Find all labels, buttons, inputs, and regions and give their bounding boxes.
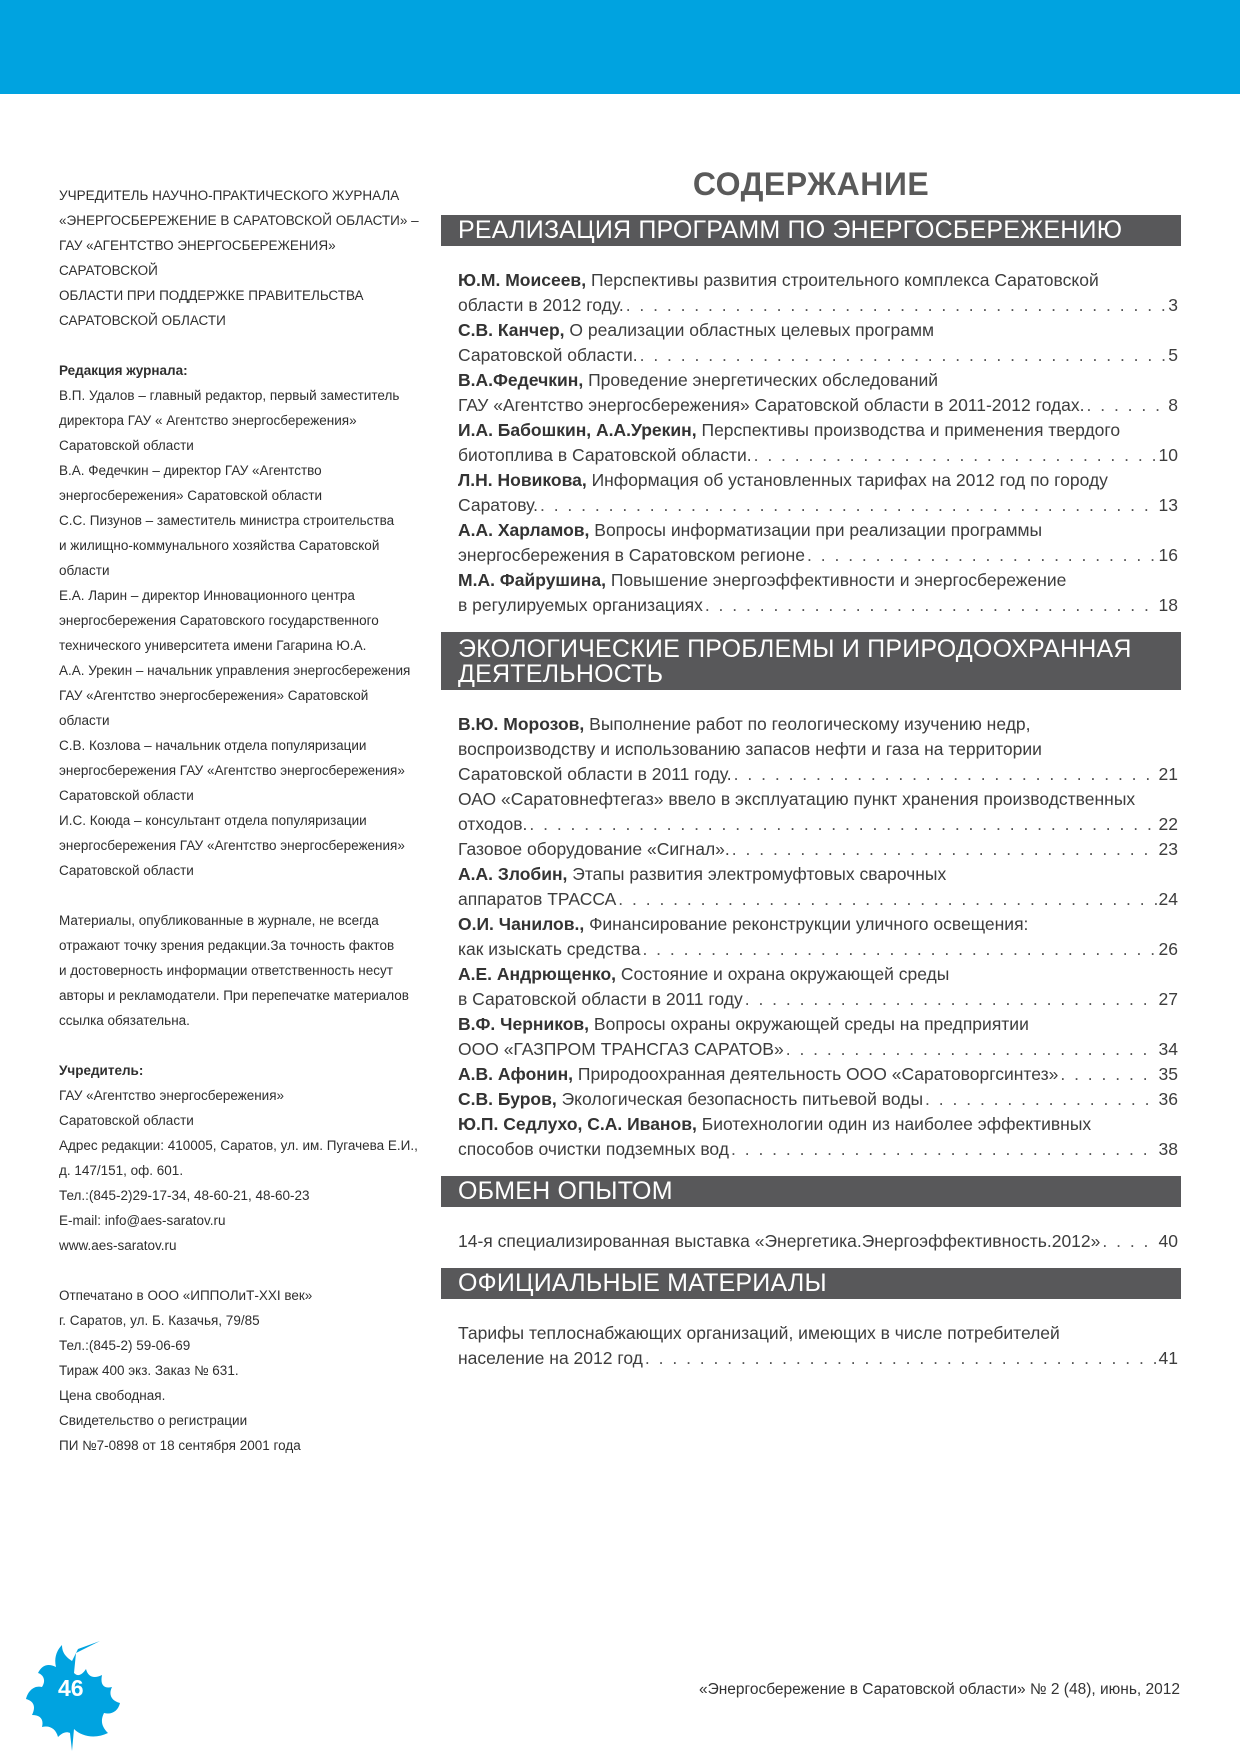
founder-line: www.aes-saratov.ru (59, 1238, 177, 1253)
toc-entry-page: 3 (1168, 295, 1178, 315)
toc-entry-page: 38 (1158, 1139, 1178, 1159)
toc-entry-text: ОАО «Саратовнефтегаз» ввело в эксплуатацию пункт хранения производственных (458, 789, 1136, 809)
editorial-line: Саратовской области (59, 438, 194, 453)
toc-entry-page: 22 (1158, 814, 1178, 834)
toc-entry-author: В.А.Федечкин, (458, 370, 584, 390)
toc-entry-line (458, 368, 1178, 393)
toc-entry-line (458, 712, 1178, 737)
top-color-bar (0, 0, 1240, 94)
toc-entry-last-line (458, 837, 1178, 862)
toc-entry-text: ООО «ГАЗПРОМ ТРАНСГАЗ САРАТОВ» (458, 1039, 784, 1059)
disclaimer-line: Материалы, опубликованные в журнале, не всегда (59, 913, 379, 928)
toc-entry-page: 36 (1158, 1089, 1178, 1109)
disclaimer-block (59, 908, 429, 1033)
toc-entry-last-line (458, 543, 1178, 568)
toc-entry-last-line (458, 1346, 1178, 1371)
print-line: Тираж 400 экз. Заказ № 631. (59, 1363, 239, 1378)
disclaimer-line: ссылка обязательна. (59, 1013, 190, 1028)
founder-block (59, 1058, 429, 1258)
toc-entry-line (458, 418, 1178, 443)
editorial-line: В.П. Удалов – главный редактор, первый заместитель (59, 388, 400, 403)
toc-entry-last-line (458, 1037, 1178, 1062)
section-heading: ОБМЕН ОПЫТОМ (441, 1176, 1181, 1207)
editorial-heading: Редакция журнала: (59, 363, 188, 378)
dot-leader (626, 293, 1167, 318)
publisher-line: ОБЛАСТИ ПРИ ПОДДЕРЖКЕ ПРАВИТЕЛЬСТВА (59, 288, 364, 303)
toc-entry-text: аппаратов ТРАССА (458, 889, 617, 909)
founder-line: Тел.:(845-2)29-17-34, 48-60-21, 48-60-23 (59, 1188, 310, 1203)
toc-entry-last-line (458, 1137, 1178, 1162)
print-line: Свидетельство о регистрации (59, 1413, 248, 1428)
section-heading (441, 632, 1181, 690)
dot-leader (645, 1346, 1157, 1371)
toc-entry-page: 16 (1158, 545, 1178, 565)
toc-entry-text: воспроизводству и использованию запасов нефти и газа на территории (458, 739, 1042, 759)
toc-entry-text: Саратовской области. (458, 345, 638, 365)
toc-entry-line (458, 268, 1178, 293)
toc-entry-text: области в 2012 году. (458, 295, 624, 315)
toc-entry-line (458, 1112, 1178, 1137)
dot-leader (1060, 1062, 1156, 1087)
toc-entry-last-line (458, 293, 1178, 318)
toc-entry-last-line (458, 987, 1178, 1012)
editorial-line: и жилищно-коммунального хозяйства Саратовской (59, 538, 380, 553)
toc-entry-last-line (458, 493, 1178, 518)
toc-entry-author: Ю.П. Седлухо, С.А. Иванов, (458, 1114, 697, 1134)
toc-entry-author: О.И. Чанилов., (458, 914, 585, 934)
toc-entry[interactable] (458, 1087, 1178, 1112)
toc-entry-text: Повышение энергоэффективности и энергосбережение (610, 570, 1067, 590)
editorial-line: энергосбережения Саратовского государственного (59, 613, 379, 628)
disclaimer-line: и достоверность информации ответственность несут (59, 963, 393, 978)
toc-entry-page: 13 (1158, 495, 1178, 515)
toc-entry[interactable] (458, 318, 1178, 368)
toc-entry-text: в Саратовской области в 2011 году (458, 989, 743, 1009)
toc-entry[interactable] (458, 518, 1178, 568)
publisher-block (59, 183, 429, 333)
dot-leader (786, 1037, 1157, 1062)
disclaimer-line: авторы и рекламодатели. При перепечатке материалов (59, 988, 409, 1003)
dot-leader (807, 543, 1157, 568)
toc-entry-text: Финансирование реконструкции уличного освещения: (589, 914, 1029, 934)
toc-entry[interactable] (458, 837, 1178, 862)
toc-entry-author: А.Е. Андрющенко, (458, 964, 616, 984)
toc-entry-line (458, 862, 1178, 887)
toc-entry-last-line (458, 887, 1178, 912)
toc-entry-author: А.А. Харламов, (458, 520, 590, 540)
toc-entry-page: 18 (1158, 595, 1178, 615)
toc-entry-line (458, 318, 1178, 343)
toc-entry-text: Саратову. (458, 495, 538, 515)
toc-entry-text: как изыскать средства (458, 939, 641, 959)
editorial-line: энергосбережения ГАУ «Агентство энергосбережения» (59, 838, 405, 853)
section-heading: РЕАЛИЗАЦИЯ ПРОГРАММ ПО ЭНЕРГОСБЕРЕЖЕНИЮ (441, 215, 1181, 246)
toc-entry[interactable] (458, 1229, 1178, 1254)
toc-entry[interactable] (458, 468, 1178, 518)
toc-entry-page: 34 (1158, 1039, 1178, 1059)
toc-entry-text: Вопросы охраны окружающей среды на предприятии (593, 1014, 1029, 1034)
toc-entry-page: 8 (1168, 395, 1178, 415)
toc-entry-text: Саратовской области в 2011 году. (458, 764, 732, 784)
toc-entry-text: Информация об установленных тарифах на 2012 год по городу (591, 470, 1108, 490)
toc-entry-line (458, 568, 1178, 593)
page-footer: «Энергосбережение в Саратовской области» № 2 (48), июнь, 2012 (698, 1681, 1180, 1698)
toc-entry-line (458, 912, 1178, 937)
toc-entry-line (458, 468, 1178, 493)
toc-entry-line (458, 518, 1178, 543)
editorial-line: директора ГАУ « Агентство энергосбережения» (59, 413, 357, 428)
toc-entry-last-line (458, 343, 1178, 368)
founder-heading: Учредитель: (59, 1063, 144, 1078)
toc-entry-text: в регулируемых организациях (458, 595, 703, 615)
toc-entry[interactable] (458, 1012, 1178, 1062)
section-heading-line: ЭКОЛОГИЧЕСКИЕ ПРОБЛЕМЫ И ПРИРОДООХРАННАЯ (458, 635, 1132, 663)
page-number: 46 (58, 1675, 84, 1701)
toc-entry-last-line (458, 937, 1178, 962)
toc-entry-page: 5 (1168, 345, 1178, 365)
toc-entry-last-line (458, 812, 1178, 837)
page-title: СОДЕРЖАНИЕ (692, 166, 930, 202)
publisher-line: УЧРЕДИТЕЛЬ НАУЧНО-ПРАКТИЧЕСКОГО ЖУРНАЛА (59, 188, 400, 203)
publisher-line: ГАУ «АГЕНТСТВО ЭНЕРГОСБЕРЕЖЕНИЯ» САРАТОВСКОЙ (59, 238, 336, 278)
toc-entry-author: А.А. Злобин, (458, 864, 568, 884)
print-line: Тел.:(845-2) 59-06-69 (59, 1338, 191, 1353)
print-line: ПИ №7-0898 от 18 сентября 2001 года (59, 1438, 301, 1453)
editorial-line: А.А. Урекин – начальник управления энергосбережения (59, 663, 411, 678)
toc-entry-author: С.В. Канчер, (458, 320, 565, 340)
toc-entry[interactable] (458, 268, 1178, 318)
editorial-line: Саратовской области (59, 788, 194, 803)
print-block (59, 1283, 429, 1458)
toc-entry-text: Вопросы информатизации при реализации программы (594, 520, 1043, 540)
toc-entry[interactable] (458, 862, 1178, 912)
editorial-line: С.В. Козлова – начальник отдела популяризации (59, 738, 367, 753)
dot-leader (529, 812, 1156, 837)
toc-entry[interactable] (458, 368, 1178, 418)
editorial-line: Саратовской области (59, 863, 194, 878)
toc-entry-last-line (458, 443, 1178, 468)
dot-leader (754, 443, 1157, 468)
toc-entry-page: 21 (1158, 764, 1178, 784)
toc-entry-page: 26 (1158, 939, 1178, 959)
toc-entry-line (458, 962, 1178, 987)
toc-section (441, 1268, 1181, 1371)
editorial-block (59, 358, 429, 883)
dot-leader (732, 837, 1157, 862)
section-heading-line: ДЕЯТЕЛЬНОСТЬ (458, 660, 664, 688)
dot-leader (540, 493, 1157, 518)
editorial-line: области (59, 563, 110, 578)
toc-entry-line (458, 787, 1178, 812)
toc-entry-page: 41 (1158, 1348, 1178, 1368)
toc-entry-last-line (458, 762, 1178, 787)
editorial-line: Е.А. Ларин – директор Инновационного центра (59, 588, 355, 603)
toc-entry-text: Этапы развития электромуфтовых сварочных (572, 864, 947, 884)
editorial-line: энергосбережения ГАУ «Агентство энергосбережения» (59, 763, 405, 778)
toc-entry[interactable] (458, 712, 1178, 787)
toc-section (441, 1176, 1181, 1254)
editorial-line: технического университета имени Гагарина Ю.А. (59, 638, 367, 653)
toc-entry-line (458, 1012, 1178, 1037)
toc-entry[interactable] (458, 912, 1178, 962)
toc-entry-text: Перспективы производства и применения твердого (701, 420, 1121, 440)
toc-entry-page: 10 (1158, 445, 1178, 465)
toc-entry-author: Ю.М. Моисеев, (458, 270, 587, 290)
toc-entry-text: энергосбережения в Саратовском регионе (458, 545, 806, 565)
dot-leader (731, 1137, 1157, 1162)
toc-entry[interactable] (458, 787, 1178, 837)
toc-entry-text: Биотехнологии один из наиболее эффективных (701, 1114, 1092, 1134)
toc-entry[interactable] (458, 1062, 1178, 1087)
dot-leader (642, 937, 1156, 962)
disclaimer-line: отражают точку зрения редакции.За точность фактов (59, 938, 395, 953)
toc-entry-last-line (458, 1087, 1178, 1112)
toc-entry-page: 23 (1158, 839, 1178, 859)
table-of-contents (441, 163, 1181, 1371)
toc-entry-author: С.В. Буров, (458, 1089, 557, 1109)
toc-entry-text: способов очистки подземных вод (458, 1139, 729, 1159)
toc-entry[interactable] (458, 1321, 1178, 1371)
publisher-line: «ЭНЕРГОСБЕРЕЖЕНИЕ В САРАТОВСКОЙ ОБЛАСТИ» – (59, 213, 419, 228)
editorial-line: В.А. Федечкин – директор ГАУ «Агентство (59, 463, 322, 478)
toc-entry-text: 14-я специализированная выставка «Энергетика.Энергоэффективность.2012» (458, 1231, 1101, 1251)
toc-entry-text: Проведение энергетических обследований (588, 370, 939, 390)
dot-leader (734, 762, 1157, 787)
toc-entry-text: Природоохранная деятельность ООО «Саратоворгсинтез» (577, 1064, 1059, 1084)
print-line: г. Саратов, ул. Б. Казачья, 79/85 (59, 1313, 260, 1328)
toc-entry-text: население на 2012 год (458, 1348, 643, 1368)
section-heading: ОФИЦИАЛЬНЫЕ МАТЕРИАЛЫ (441, 1268, 1181, 1299)
founder-line: Адрес редакции: 410005, Саратов, ул. им. Пугачева Е.И., (59, 1138, 418, 1153)
dot-leader (618, 887, 1156, 912)
toc-entry-last-line (458, 1229, 1178, 1254)
toc-section (441, 215, 1181, 618)
toc-entry-text: ГАУ «Агентство энергосбережения» Саратовской области в 2011-2012 годах. (458, 395, 1085, 415)
dot-leader (705, 593, 1157, 618)
toc-entry-text: отходов. (458, 814, 528, 834)
toc-entry-author: В.Ю. Морозов, (458, 714, 585, 734)
toc-entry-text: биотоплива в Саратовской области. (458, 445, 752, 465)
editorial-line: С.С. Пизунов – заместитель министра строительства (59, 513, 395, 528)
toc-entry-page: 24 (1158, 889, 1178, 909)
toc-entry-text: Экологическая безопасность питьевой воды (561, 1089, 924, 1109)
toc-entry-text: О реализации областных целевых программ (569, 320, 935, 340)
toc-entry-page: 35 (1158, 1064, 1178, 1084)
toc-entry[interactable] (458, 1112, 1178, 1162)
toc-entry-text: Выполнение работ по геологическому изучению недр, (589, 714, 1031, 734)
toc-entry-text: Тарифы теплоснабжающих организаций, имеющих в числе потребителей (458, 1323, 1060, 1343)
toc-entry-page: 27 (1158, 989, 1178, 1009)
toc-entry[interactable] (458, 418, 1178, 468)
toc-entry-last-line (458, 593, 1178, 618)
editorial-line: области (59, 713, 110, 728)
print-line: Отпечатано в ООО «ИППОЛиТ-XXI век» (59, 1288, 313, 1303)
founder-line: Саратовской области (59, 1113, 194, 1128)
toc-entry-author: Л.Н. Новикова, (458, 470, 587, 490)
publisher-line: САРАТОВСКОЙ ОБЛАСТИ (59, 313, 226, 328)
toc-entry-author: В.Ф. Черников, (458, 1014, 590, 1034)
toc-entry-text: Перспективы развития строительного комплекса Саратовской (590, 270, 1099, 290)
toc-entry-author: И.А. Бабошкин, А.А.Урекин, (458, 420, 697, 440)
dot-leader (640, 343, 1167, 368)
founder-line: ГАУ «Агентство энергосбережения» (59, 1088, 285, 1103)
dot-leader (1087, 393, 1167, 418)
toc-entry-author: А.В. Афонин, (458, 1064, 574, 1084)
toc-entry[interactable] (458, 568, 1178, 618)
imprint-column (59, 183, 429, 1458)
editorial-line: энергосбережения» Саратовской области (59, 488, 323, 503)
toc-entry-page: 40 (1158, 1231, 1178, 1251)
toc-entry-author: М.А. Файрушина, (458, 570, 606, 590)
toc-entry-last-line (458, 393, 1178, 418)
toc-entry-text: Состояние и охрана окружающей среды (620, 964, 950, 984)
print-line: Цена свободная. (59, 1388, 166, 1403)
toc-entry[interactable] (458, 962, 1178, 1012)
dot-leader (925, 1087, 1156, 1112)
toc-entry-text: Газовое оборудование «Сигнал». (458, 839, 730, 859)
dot-leader (1102, 1229, 1156, 1254)
editorial-line: ГАУ «Агентство энергосбережения» Саратовской (59, 688, 369, 703)
toc-entry-last-line (458, 1062, 1178, 1087)
toc-entry-line (458, 1321, 1178, 1346)
founder-line: д. 147/151, оф. 601. (59, 1163, 184, 1178)
editorial-line: И.С. Коюда – консультант отдела популяризации (59, 813, 367, 828)
toc-section (441, 632, 1181, 1162)
toc-entry-line (458, 737, 1178, 762)
founder-line: E-mail: info@aes-saratov.ru (59, 1213, 226, 1228)
dot-leader (745, 987, 1157, 1012)
